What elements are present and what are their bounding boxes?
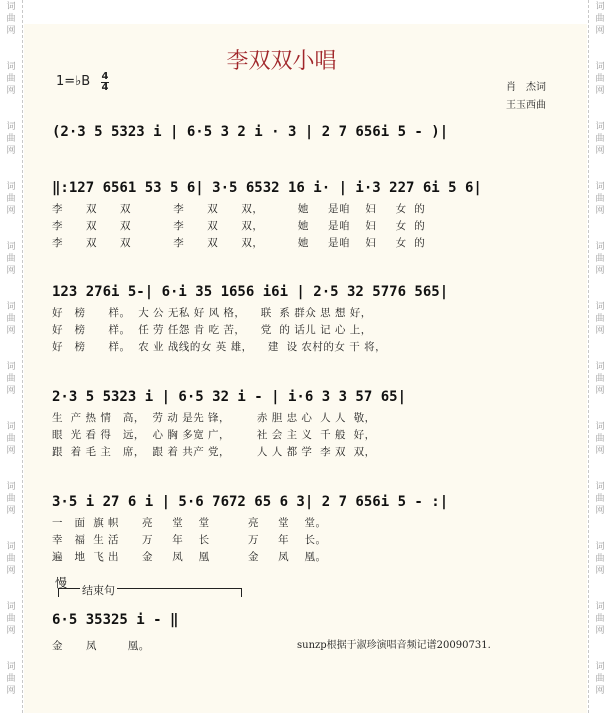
coda-ending-label: 结束句 [82,584,115,597]
left-watermark-strip [0,0,23,713]
watermark-glyph: 词 [6,122,16,132]
watermark-glyph: 词 [6,302,16,312]
watermark-glyph: 词 [6,2,16,12]
coda-lyric: 金 凤 凰。 [52,640,150,652]
watermark-glyph: 曲 [595,314,605,324]
watermark-glyph: 曲 [595,134,605,144]
watermark-glyph: 网 [6,326,16,336]
watermark-glyph: 曲 [6,674,16,684]
watermark-glyph: 网 [6,26,16,36]
coda-notation: 6·5 35325 i - ‖ [52,612,179,628]
system-2-lyric-verse-3: 好 榜 样。 农 业 战线的女 英 雄， 建 设 农村的女 干 将， [52,341,387,353]
watermark-glyph: 曲 [595,74,605,84]
watermark-glyph: 词 [6,182,16,192]
watermark-glyph: 词 [6,482,16,492]
system-3-lyric-verse-2: 眼 光 看 得 远， 心 胸 多宽 广， 社 会 主 义 千 般 好， [52,429,376,441]
intro-notation: (2·3 5 5323 i | 6·5 3 2 i · 3 | 2 7 656i 5 - )| [52,124,449,140]
system-2-notation: 123 276i 5-| 6·i 35 1656 i6i | 2·5 32 5776 565| [52,284,449,300]
composer-credit: 王玉西曲 [506,100,546,111]
watermark-glyph: 网 [6,506,16,516]
watermark-glyph: 网 [595,446,605,456]
coda-tempo-mark: 慢 [55,576,68,590]
song-title: 李双双小唱 [226,49,337,74]
watermark-glyph: 词 [6,542,16,552]
system-1-lyric-verse-3: 李 双 双 李 双 双， 她 是咱 妇 女 的 [52,237,426,249]
watermark-glyph: 曲 [595,254,605,264]
watermark-glyph: 词 [595,602,605,612]
system-4-lyric-verse-1: 一 面 旗 帜 亮 堂 堂 亮 堂 堂。 [52,517,327,529]
watermark-glyph: 曲 [595,494,605,504]
watermark-glyph: 网 [595,266,605,276]
watermark-glyph: 词 [6,362,16,372]
time-signature [101,72,109,92]
watermark-glyph: 曲 [6,494,16,504]
watermark-glyph: 词 [6,662,16,672]
watermark-glyph: 词 [595,242,605,252]
watermark-glyph: 词 [6,422,16,432]
lyricist-credit: 肖 杰词 [506,82,546,93]
watermark-glyph: 网 [595,386,605,396]
watermark-glyph: 网 [6,146,16,156]
transcription-credit: sunzp根据于淑珍演唱音频记谱20090731. [297,640,491,651]
watermark-glyph: 曲 [6,254,16,264]
watermark-glyph: 曲 [595,194,605,204]
watermark-glyph: 网 [595,206,605,216]
system-2-lyric-verse-2: 好 榜 样。 任 劳 任怨 肯 吃 苦， 党 的 话儿 记 心 上， [52,324,372,336]
system-4-lyric-verse-3: 遍 地 飞 出 金 凤 凰 金 凤 凰。 [52,551,327,563]
watermark-glyph: 曲 [595,434,605,444]
watermark-glyph: 曲 [595,614,605,624]
watermark-glyph: 词 [595,122,605,132]
watermark-glyph: 词 [595,422,605,432]
watermark-glyph: 网 [595,146,605,156]
watermark-glyph: 曲 [595,14,605,24]
watermark-glyph: 词 [595,2,605,12]
system-1-lyric-verse-2: 李 双 双 李 双 双， 她 是咱 妇 女 的 [52,220,426,232]
watermark-glyph: 网 [595,506,605,516]
watermark-glyph: 曲 [595,374,605,384]
watermark-glyph: 词 [6,242,16,252]
watermark-glyph: 网 [6,446,16,456]
watermark-glyph: 网 [595,626,605,636]
system-1-notation: ‖:127 6561 53 5 6| 3·5 6532 16 i· | i·3 227 6i 5 6| [52,180,482,196]
watermark-glyph: 网 [595,326,605,336]
watermark-glyph: 网 [6,266,16,276]
watermark-glyph: 网 [595,566,605,576]
watermark-glyph: 词 [595,662,605,672]
system-3-notation: 2·3 5 5323 i | 6·5 32 i - | i·6 3 3 57 65| [52,389,407,405]
watermark-glyph: 曲 [595,554,605,564]
time-signature-bottom: 4 [101,82,109,93]
watermark-glyph: 曲 [6,554,16,564]
watermark-glyph: 曲 [6,434,16,444]
system-2-lyric-verse-1: 好 榜 样。 大 公 无私 好 风 格， 联 系 群众 思 想 好， [52,307,372,319]
watermark-glyph: 词 [595,482,605,492]
watermark-glyph: 曲 [595,674,605,684]
watermark-glyph: 网 [595,86,605,96]
watermark-glyph: 词 [595,542,605,552]
system-3-lyric-verse-1: 生 产 热 情 高， 劳 动 是先 锋， 赤 胆 忠 心 人 人 敬， [52,412,376,424]
watermark-glyph: 曲 [6,314,16,324]
watermark-glyph: 网 [595,26,605,36]
watermark-glyph: 网 [6,686,16,696]
watermark-glyph: 词 [595,302,605,312]
watermark-glyph: 网 [6,626,16,636]
right-watermark-strip [588,0,611,713]
watermark-glyph: 词 [595,62,605,72]
system-4-lyric-verse-2: 幸 福 生 活 万 年 长 万 年 长。 [52,534,327,546]
watermark-glyph: 词 [595,362,605,372]
watermark-glyph: 网 [6,566,16,576]
watermark-glyph: 曲 [6,194,16,204]
watermark-glyph: 曲 [6,614,16,624]
watermark-glyph: 曲 [6,14,16,24]
watermark-glyph: 曲 [6,134,16,144]
watermark-glyph: 曲 [6,74,16,84]
system-4-notation: 3·5 i 27 6 i | 5·6 7672 65 6 3| 2 7 656i 5 - :| [52,494,449,510]
watermark-glyph: 网 [6,386,16,396]
system-1-lyric-verse-1: 李 双 双 李 双 双， 她 是咱 妇 女 的 [52,203,426,215]
time-signature-top: 4 [101,71,109,82]
watermark-glyph: 词 [6,602,16,612]
watermark-glyph: 网 [6,86,16,96]
watermark-glyph: 词 [6,62,16,72]
system-3-lyric-verse-3: 跟 着 毛 主 席， 跟 着 共产 党， 人 人 都 学 李 双 双， [52,446,376,458]
watermark-glyph: 网 [595,686,605,696]
key-signature: 1=♭B [56,74,91,89]
watermark-glyph: 网 [6,206,16,216]
watermark-glyph: 词 [595,182,605,192]
watermark-glyph: 曲 [6,374,16,384]
